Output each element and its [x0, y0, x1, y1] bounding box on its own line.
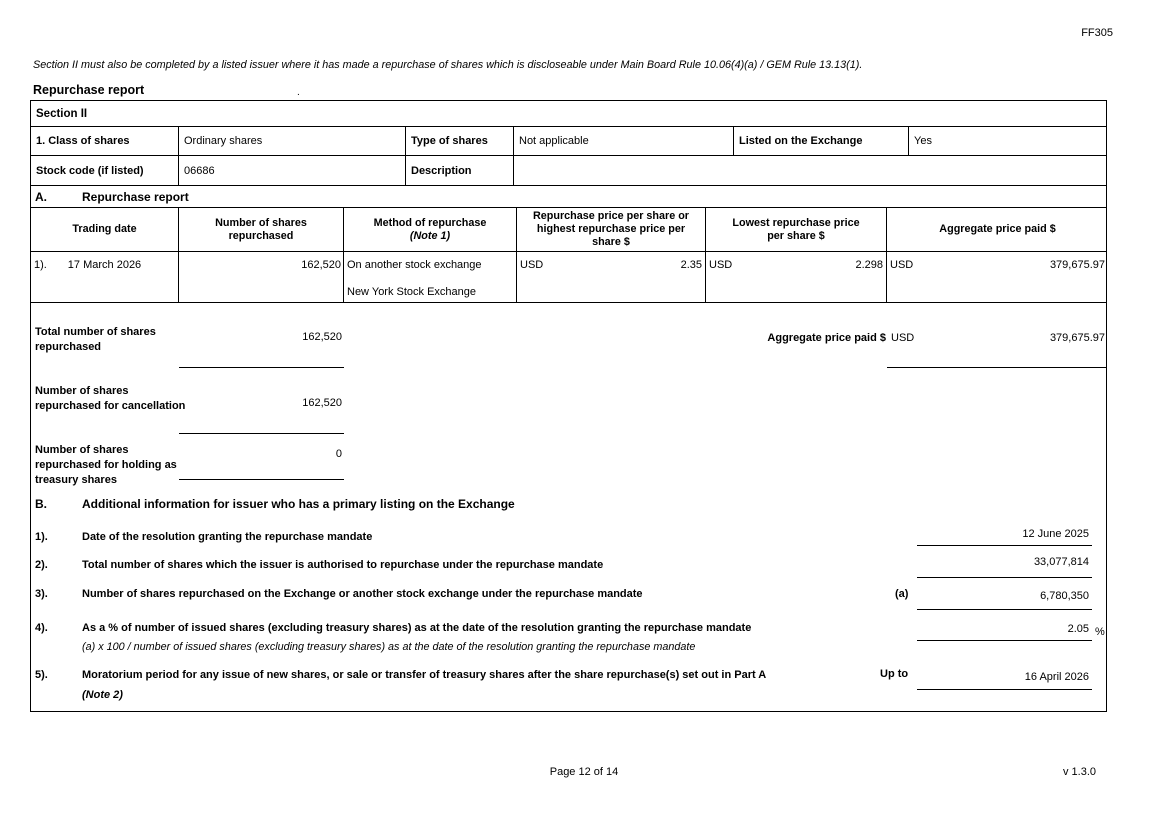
listed-on-exchange-value: Yes — [914, 135, 932, 147]
b5-prefix: Up to — [880, 668, 909, 680]
col-trading-date: Trading date — [31, 208, 179, 251]
col-high-price: Repurchase price per share or highest repurchase price per share $ — [517, 208, 706, 251]
b2-value: 33,077,814 — [1033, 556, 1089, 568]
b5-value: 16 April 2026 — [1024, 671, 1089, 683]
form-code: FF305 — [1081, 27, 1113, 39]
b5-underline — [917, 689, 1092, 690]
trading-date: 17 March 2026 — [67, 259, 142, 271]
total-shares-label: Total number of shares repurchased — [35, 326, 156, 353]
high-price-ccy: USD — [520, 259, 544, 271]
method-line2: New York Stock Exchange — [347, 286, 477, 298]
b1-num: 1). — [35, 531, 48, 543]
high-price-value: 2.35 — [680, 259, 702, 271]
col-method — [344, 208, 517, 251]
footer-version: v 1.3.0 — [1062, 766, 1096, 778]
intro-note: Section II must also be completed by a listed issuer where it has made a repurchase of shares which is discloseable under Main Board Rule 10.06(4)(a) / GEM Rule 13.13(1). — [33, 59, 863, 71]
description-label: Description — [406, 156, 514, 185]
row-index: 1). — [34, 259, 47, 271]
shares-repurchased: 162,520 — [179, 252, 344, 302]
b3-underline — [917, 609, 1092, 610]
aggregate-ccy: USD — [890, 259, 914, 271]
method-cell — [344, 252, 517, 302]
b5-label: Moratorium period for any issue of new shares, or sale or transfer of treasury shares after the share repurchase(s) set out in Part A — [82, 669, 767, 681]
b3-num: 3). — [35, 588, 48, 600]
b4-underline — [917, 640, 1092, 641]
sectionA-heading: Repurchase report — [82, 190, 189, 204]
low-price-value: 2.298 — [855, 259, 883, 271]
aggregate-cell — [887, 252, 1108, 302]
b4-note: (a) x 100 / number of issued shares (excluding treasury shares) as at the date of the resolution granting the repurchase mandate — [82, 641, 696, 653]
sectionA-letter: A. — [35, 190, 47, 204]
cancellation-underline — [179, 433, 344, 434]
b2-num: 2). — [35, 559, 48, 571]
class-of-shares-value: Ordinary shares — [179, 127, 406, 155]
b1-underline — [917, 545, 1092, 546]
low-price-ccy: USD — [709, 259, 733, 271]
b3-label: Number of shares repurchased on the Exchange or another stock exchange under the repurchase mandate — [82, 588, 643, 600]
aggregate-paid-label: Aggregate price paid $ — [767, 332, 886, 344]
type-of-shares-value: Not applicable — [514, 127, 734, 155]
col-shares-repurchased: Number of shares repurchased — [179, 208, 344, 251]
stock-code-label: Stock code (if listed) — [31, 156, 179, 185]
treasury-value: 0 — [335, 448, 342, 460]
b2-underline — [917, 577, 1092, 578]
sectionB-heading: Additional information for issuer who has a primary listing on the Exchange — [82, 497, 515, 511]
aggregate-paid-ccy: USD — [891, 332, 915, 344]
b3-value: 6,780,350 — [1040, 590, 1089, 602]
stock-code-value: 06686 — [179, 156, 406, 185]
b2-label: Total number of shares which the issuer is authorised to repurchase under the repurchase mandate — [82, 559, 604, 571]
method-line1: On another stock exchange — [347, 259, 482, 271]
b4-suffix: % — [1095, 626, 1105, 638]
section2-header: Section II — [36, 107, 88, 120]
b5-num: 5). — [35, 669, 48, 681]
high-price-cell — [517, 252, 706, 302]
stock-code-row — [31, 156, 1106, 186]
sectionB-letter: B. — [35, 497, 47, 511]
total-shares-value: 162,520 — [302, 331, 342, 343]
b4-label: As a % of number of issued shares (excluding treasury shares) as at the date of the resolution granting the repurchase mandate — [82, 622, 752, 634]
col-method-note: (Note 1) — [409, 229, 451, 242]
repurchase-row-1 — [31, 252, 1106, 303]
cancellation-label: Number of shares repurchased for cancellation — [35, 385, 186, 412]
total-shares-underline — [179, 367, 344, 368]
trading-date-cell — [31, 252, 179, 302]
aggregate-paid-underline — [887, 367, 1107, 368]
b3-tag: (a) — [895, 588, 909, 600]
b4-num: 4). — [35, 622, 48, 634]
b1-label: Date of the resolution granting the repurchase mandate — [82, 531, 373, 543]
treasury-label: Number of shares repurchased for holding as treasury shares — [35, 444, 177, 486]
type-of-shares-label: Type of shares — [406, 127, 514, 155]
cancellation-value: 162,520 — [302, 397, 342, 409]
col-low-price: Lowest repurchase price per share $ — [706, 208, 887, 251]
page-title: Repurchase report — [33, 83, 145, 97]
low-price-cell — [706, 252, 887, 302]
b5-note2: (Note 2) — [82, 689, 123, 701]
description-value — [514, 156, 1108, 185]
listed-on-exchange-label: Listed on the Exchange — [734, 127, 909, 155]
stray-dot: . — [297, 87, 300, 98]
col-aggregate: Aggregate price paid $ — [939, 223, 1056, 235]
sectionA-table-header — [31, 207, 1106, 252]
section2-header-row — [31, 101, 1106, 127]
aggregate-value: 379,675.97 — [1049, 259, 1105, 271]
col-method-label: Method of repurchase — [373, 216, 487, 229]
class-of-shares-label: 1. Class of shares — [31, 127, 179, 155]
class-of-shares-row — [31, 127, 1106, 156]
report-box — [30, 100, 1107, 712]
treasury-underline — [179, 479, 344, 480]
footer-page-number: Page 12 of 14 — [549, 766, 619, 778]
b1-value: 12 June 2025 — [1022, 528, 1089, 540]
b4-value: 2.05 — [1067, 623, 1089, 635]
aggregate-paid-value: 379,675.97 — [1049, 332, 1105, 344]
